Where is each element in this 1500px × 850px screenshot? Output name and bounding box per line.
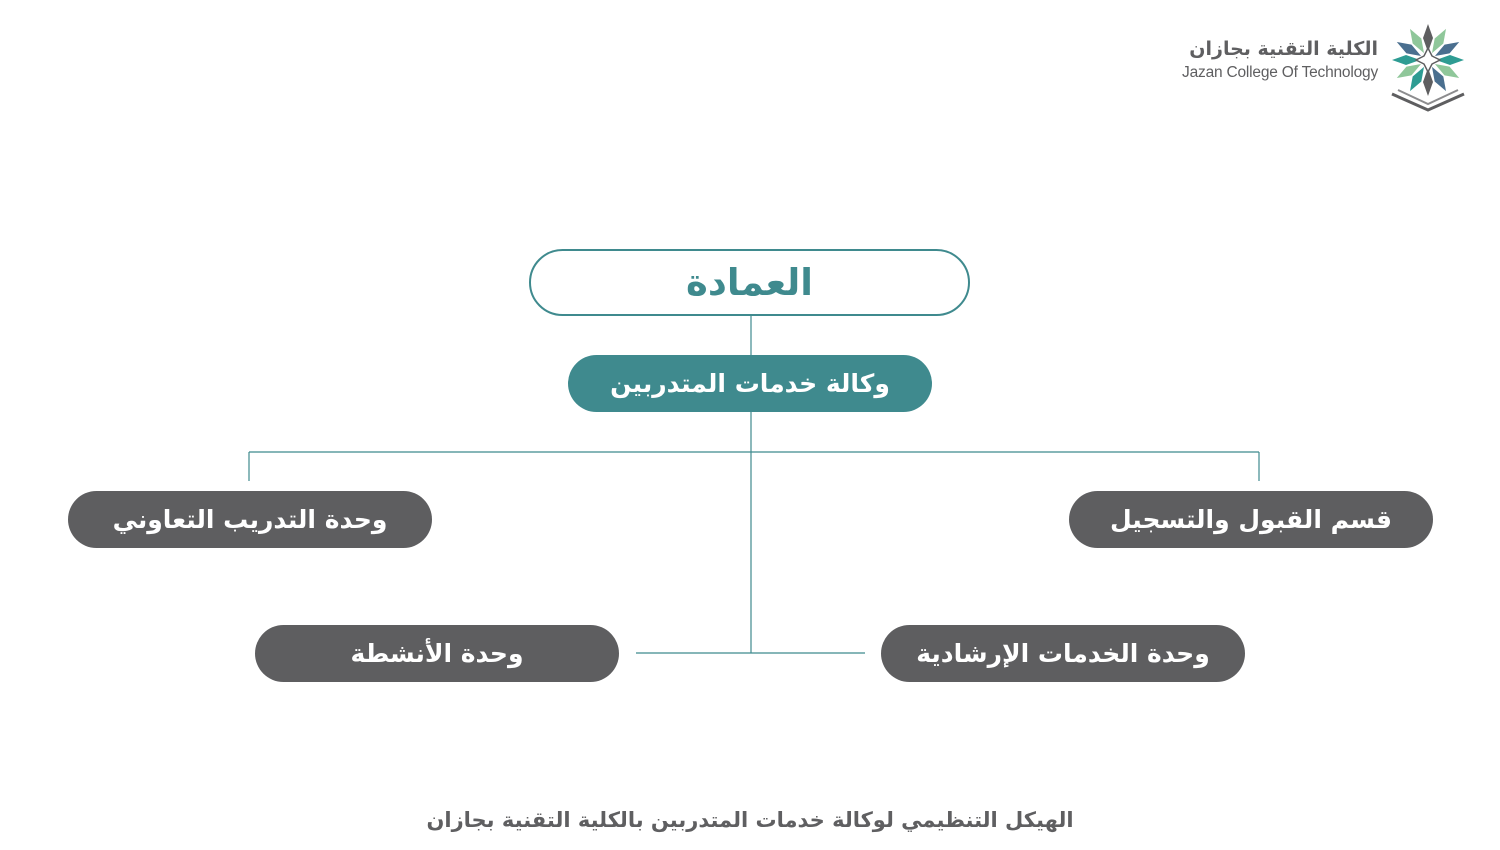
agency-label: وكالة خدمات المتدربين — [610, 369, 890, 398]
admission-registration-node — [1069, 491, 1433, 548]
activities-node — [255, 625, 619, 682]
admission-label: قسم القبول والتسجيل — [1109, 505, 1393, 534]
trainee-services-agency-node — [568, 355, 932, 412]
logo-english-name: Jazan College Of Technology — [1182, 64, 1378, 81]
guidance-services-node — [881, 625, 1245, 682]
deanship-node — [529, 249, 970, 316]
guidance-services-label: وحدة الخدمات الإرشادية — [916, 639, 1210, 668]
activities-label: وحدة الأنشطة — [350, 639, 524, 668]
logo-arabic-name: الكلية التقنية بجازان — [1189, 38, 1378, 60]
chart-caption: الهيكل التنظيمي لوكالة خدمات المتدربين بالكلية التقنية بجازان — [426, 808, 1074, 832]
cooperative-training-node — [68, 491, 432, 548]
cooperative-training-label: وحدة التدريب التعاوني — [112, 505, 388, 534]
deanship-label: العمادة — [686, 261, 813, 304]
